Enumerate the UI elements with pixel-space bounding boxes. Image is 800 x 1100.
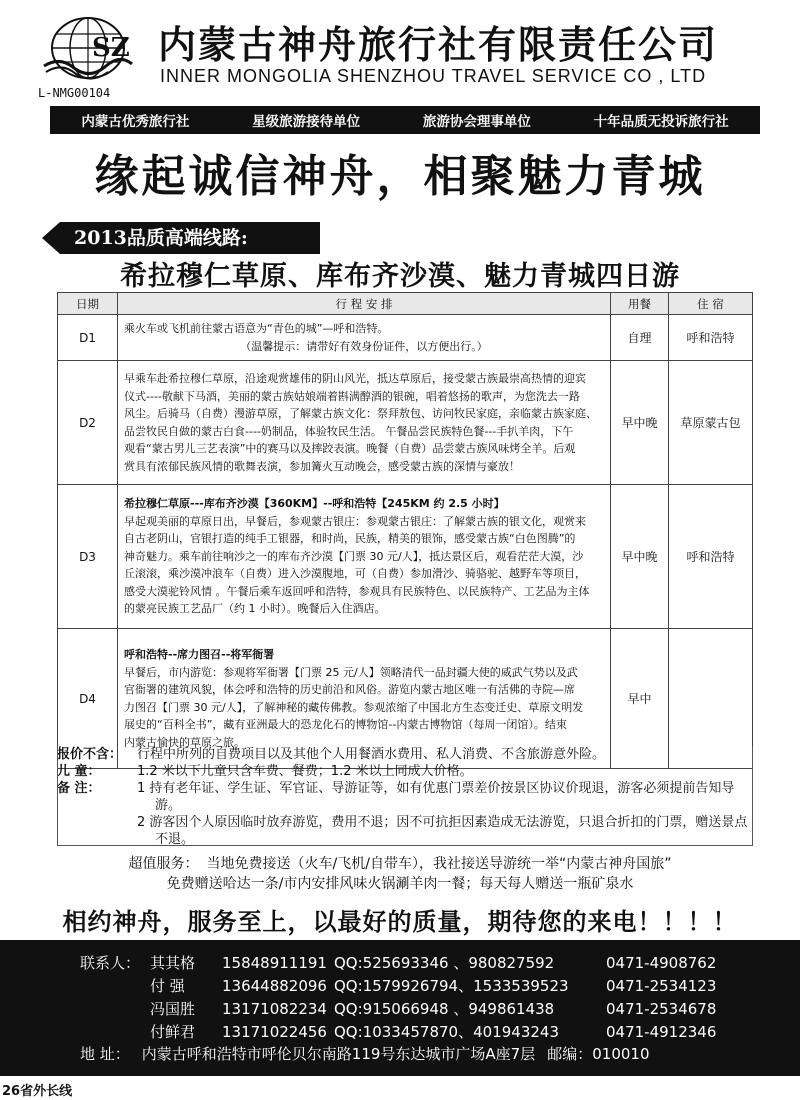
day-cell: D1	[58, 315, 118, 361]
plan-line: 早起观美丽的草原日出，早餐后，参观蒙古银庄：参观蒙古银庄：了解蒙古族的银文化，观赏来	[124, 514, 586, 528]
plan-line: （温馨提示：请带好有效身份证件，以方便出行。）	[240, 339, 488, 353]
table-row	[58, 315, 753, 361]
day-cell: D4	[58, 629, 118, 769]
plan-cell	[118, 361, 611, 485]
plan-line: 赏具有浓郁民族风情的歌舞表演，参加篝火互动晚会，感受蒙古族的深情与豪放！	[124, 459, 520, 473]
price-exclusion-row	[57, 746, 753, 763]
contact-qq: QQ:525693346 、980827592	[334, 954, 555, 972]
route-title: 希拉穆仁草原、库布齐沙漠、魅力青城四日游	[120, 261, 680, 292]
remark-row-2	[57, 814, 753, 848]
address-row	[80, 1043, 662, 1064]
plan-line: 乘火车或飞机前往蒙古语意为“青色的城”—呼和浩特。	[124, 322, 389, 335]
plan-line: 内蒙古愉快的草原之旅。	[124, 735, 245, 749]
note-text: 1.2 米以下儿童只含车费、餐费；1.2 米以上同成人价格。	[137, 764, 473, 779]
contact-label: 联系人：	[80, 954, 141, 972]
contact-name: 冯国胜	[150, 1000, 196, 1018]
stay-cell: 呼和浩特	[669, 315, 753, 361]
table-row	[58, 361, 753, 485]
plan-line: 仪式----敬献下马酒，美丽的蒙古族姑娘端着斟满醇酒的银碗，唱着悠扬的歌声，为您洗去一路	[124, 389, 580, 403]
plan-line: 展史的“百科全书”，藏有亚洲最大的恐龙化石的博物馆--内蒙古博物馆（每周一闭馆）。结束	[124, 718, 567, 731]
badge: 十年品质无投诉旅行社	[593, 114, 729, 130]
contact-box	[0, 940, 800, 1076]
plan-line: 风尘。后骑马（自费）漫游草原，了解蒙古族文化：祭拜敖包、访问牧民家庭，亲临蒙古族家庭、	[124, 407, 597, 420]
plan-cell	[118, 485, 611, 629]
header-stay: 住 宿	[669, 293, 753, 315]
day-cell: D2	[58, 361, 118, 485]
note-label: 儿 童：	[57, 764, 101, 779]
company-name-cn: 内蒙古神舟旅行社有限责任公司	[158, 23, 719, 67]
honor-badges	[50, 106, 760, 134]
closing-slogan: 相约神舟，服务至上，以最好的质量，期待您的来电！！！！	[62, 908, 738, 936]
contact-tel[interactable]: 0471-4908762	[606, 954, 717, 972]
badge: 星级旅游接待单位	[252, 114, 361, 130]
header-day: 日期	[58, 293, 118, 315]
meal-cell: 自理	[611, 315, 669, 361]
company-name-en: INNER MONGOLIA SHENZHOU TRAVEL SERVICE CO , LTD	[160, 66, 707, 86]
contact-qq: QQ:1579926794、1533539523	[334, 977, 569, 995]
note-text: 行程中所列的自费项目以及其他个人用餐酒水费用、私人消费、不含旅游意外险。	[137, 747, 606, 762]
globe-logo-icon	[40, 10, 136, 86]
contact-tel[interactable]: 0471-2534123	[606, 977, 717, 995]
contact-name: 其其格	[150, 954, 196, 972]
day-cell: D3	[58, 485, 118, 629]
itinerary-table	[57, 292, 753, 769]
plan-line: 品尝牧民自做的蒙古白食----奶制品，体验牧民生活。 午餐品尝民族特色餐---手扒羊肉，下午	[124, 424, 574, 438]
badge: 内蒙古优秀旅行社	[81, 114, 190, 130]
contact-row	[0, 952, 800, 974]
contact-mobile[interactable]: 13171082234	[222, 1000, 327, 1018]
contact-row	[0, 998, 800, 1020]
plan-line: 力图召【门票 30 元/人】，了解神秘的藏传佛教。参观浓缩了中国北方生态变迁史、草原文明发	[124, 700, 584, 714]
svg-text:SZ: SZ	[92, 33, 130, 63]
contact-mobile[interactable]: 13171022456	[222, 1023, 327, 1041]
service-label: 超值服务：	[128, 856, 199, 872]
contact-mobile[interactable]: 13644882096	[222, 977, 327, 995]
remark-row-1	[57, 780, 753, 814]
header-meal: 用餐	[611, 293, 669, 315]
header	[0, 0, 800, 110]
contact-tel[interactable]: 0471-2534678	[606, 1000, 717, 1018]
note-label: 报价不含：	[57, 747, 123, 762]
table-header-row	[58, 293, 753, 315]
notes-section	[57, 746, 753, 848]
service-line-2: 免费赠送哈达一条/市内安排风味火锅涮羊肉一餐；每天每人赠送一瓶矿泉水	[166, 876, 634, 892]
plan-line: 的蒙亮民族工艺品厂（约 1 小时）。晚餐后入住酒店。	[124, 602, 386, 616]
license-number: L-NMG00104	[38, 86, 111, 100]
service-text: 当地免费接送（火车/飞机/自带车），我社接送导游统一举“内蒙古神舟国旅”	[206, 856, 672, 872]
plan-line: 早餐后，市内游览：参观将军衙署【门票 25 元/人】领略清代一品封疆大使的威武气势以及武	[124, 665, 578, 679]
plan-line: 呼和浩特--席力图召--将军衙署	[124, 648, 275, 661]
stay-cell: 草原蒙古包	[669, 361, 753, 485]
page-footer-tag: 26省外长线	[2, 1084, 73, 1099]
contact-qq: QQ:915066948 、949861438	[334, 1000, 555, 1018]
route-tag: 2013品质高端线路:	[60, 222, 320, 254]
address-label: 地 址：	[80, 1045, 130, 1063]
contact-mobile[interactable]: 15848911191	[222, 954, 327, 972]
plan-line: 观看“蒙古男儿三艺表演”中的赛马以及摔跤表演。晚餐（自费）品尝蒙古族风味烤全羊。后观	[124, 442, 576, 455]
plan-line: 官衙署的建筑风貌，体会呼和浩特的历史前沿和风俗。游览内蒙古地区唯一有活佛的寺院—席	[124, 683, 575, 696]
contact-name: 付 强	[150, 977, 185, 995]
plan-line: 早乘车赴希拉穆仁草原，沿途观赏雄伟的阴山风光，抵达草原后，接受蒙古族最崇高热情的迎宾	[124, 372, 586, 385]
note-text: 2 游客因个人原因临时放弃游览，费用不退；因不可抗拒因素造成无法游览，只退合折扣的门票，赠送景点不退。	[137, 815, 748, 847]
header-plan: 行 程 安 排	[118, 293, 611, 315]
meal-cell: 早中	[611, 629, 669, 769]
badge: 旅游协会理事单位	[422, 114, 531, 130]
contact-qq: QQ:1033457870、401943243	[334, 1023, 559, 1041]
contact-name: 付鲜君	[150, 1023, 196, 1041]
meal-cell: 早中晚	[611, 361, 669, 485]
note-label: 备 注：	[57, 781, 101, 796]
contact-tel[interactable]: 0471-4912346	[606, 1023, 717, 1041]
meal-cell: 早中晚	[611, 485, 669, 629]
note-text: 1 持有老年证、学生证、军官证、导游证等，如有优惠门票差价按景区协议价现退，游客必须提前告知导游。	[137, 781, 735, 813]
plan-line: 神奇魅力。乘车前往响沙之一的库布齐沙漠【门票 30 元/人】，抵达景区后，观看茫茫大漠，沙	[124, 549, 584, 563]
plan-line: 自古老阴山，官银打造的纯手工银器，和时尚，民族，精美的银饰，感受蒙古族“白色图腾”的	[124, 532, 576, 546]
contact-row	[0, 975, 800, 997]
slogan: 缘起诚信神舟，相聚魅力青城	[94, 151, 706, 202]
child-policy-row	[57, 763, 753, 780]
postcode: 邮编：010010	[547, 1045, 650, 1063]
plan-line: 感受大漠驼铃风情 。午餐后乘车返回呼和浩特，参观具有民族特色、以民族特产、工艺品为主体	[124, 584, 590, 598]
contact-row	[0, 1021, 800, 1043]
plan-line: 丘滚滚，乘沙漠冲浪车（自费）进入沙漠腹地，可（自费）参加滑沙、骑骆驼、越野车等项目，	[124, 567, 586, 581]
service-section	[0, 854, 800, 894]
table-row	[58, 485, 753, 629]
service-line-1	[0, 854, 800, 874]
stay-cell: 呼和浩特	[669, 485, 753, 629]
address-text: 内蒙古呼和浩特市呼伦贝尔南路119号东达城市广场A座7层	[141, 1045, 536, 1063]
plan-cell	[118, 315, 611, 361]
plan-line: 希拉穆仁草原---库布齐沙漠【360KM】--呼和浩特【245KM 约 2.5 小时】	[124, 497, 505, 511]
